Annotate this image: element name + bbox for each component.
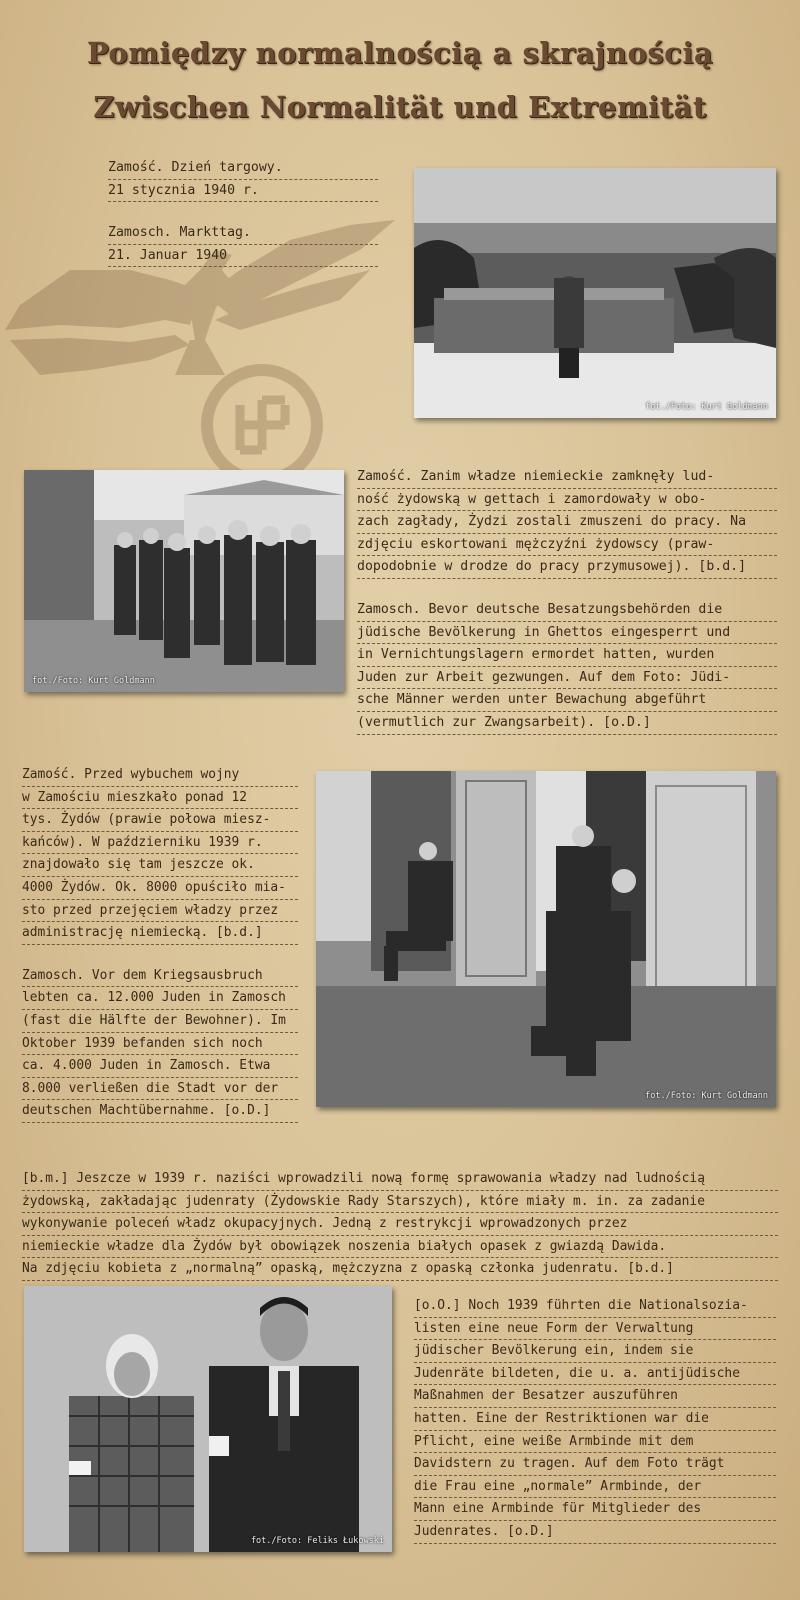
photo-credit: fot./Foto: Feliks Łukowski [250, 1536, 384, 1546]
text-line: niemieckie władze dla Żydów był obowiązek noszenia białych opasek z gwiazdą Dawida. [22, 1236, 778, 1259]
text-line: [b.m.] Jeszcze w 1939 r. naziści wprowadzili nową formę sprawowania władzy nad ludnością [22, 1168, 778, 1191]
caption-line: Zamość. Dzień targowy. [108, 157, 378, 180]
text-line: Zamość. Zanim władze niemieckie zamknęły lud- [357, 466, 777, 489]
text-line: sche Männer werden unter Bewachung abgeführt [357, 689, 777, 712]
section4-text-polish [22, 1168, 778, 1281]
text-line: zdjęciu eskortowani mężczyźni żydowscy (praw- [357, 534, 777, 557]
text-line: Zamosch. Vor dem Kriegsausbruch [22, 965, 298, 988]
caption-line: Zamosch. Markttag. [108, 222, 378, 245]
caption-line: 21 stycznia 1940 r. [108, 180, 378, 203]
text-line: Na zdjęciu kobieta z „normalną” opaską, mężczyzna z opaską członka judenratu. [b.d.] [22, 1258, 778, 1281]
text-line: dopodobnie w drodze do pracy przymusowej). [b.d.] [357, 556, 777, 579]
section4-text-german [414, 1295, 776, 1544]
text-line: jüdischer Bevölkerung ein, indem sie [414, 1340, 776, 1363]
text-line: Pflicht, eine weiße Armbinde mit dem [414, 1431, 776, 1454]
text-line: w Zamościu mieszkało ponad 12 [22, 787, 298, 810]
text-line: Maßnahmen der Besatzer auszuführen [414, 1385, 776, 1408]
text-line: listen eine neue Form der Verwaltung [414, 1318, 776, 1341]
section1-caption [108, 157, 378, 267]
escorted-men-photo [24, 470, 344, 692]
text-line: lebten ca. 12.000 Juden in Zamosch [22, 987, 298, 1010]
text-line: Zamosch. Bevor deutsche Besatzungsbehörden die [357, 599, 777, 622]
armband-portrait-photo [24, 1286, 392, 1552]
text-line: żydowską, zakładając judenraty (Żydowskie Rady Starszych), które miały m. in. za zadanie [22, 1191, 778, 1214]
text-line: kańców). W październiku 1939 r. [22, 832, 298, 855]
text-line: Oktober 1939 befanden sich noch [22, 1033, 298, 1056]
section3-text [22, 764, 298, 1123]
text-line: wykonywanie poleceń władz okupacyjnych. Jedną z restrykcji wprowadzonych przez [22, 1213, 778, 1236]
text-line: in Vernichtungslagern ermordet hatten, wurden [357, 644, 777, 667]
title-german: Zwischen Normalität und Extremität [93, 90, 707, 124]
text-line: zach zagłady, Żydzi zostali zmuszeni do pracy. Na [357, 511, 777, 534]
text-line: tys. Żydów (prawie połowa miesz- [22, 809, 298, 832]
text-line: Mann eine Armbinde für Mitglieder des [414, 1498, 776, 1521]
text-line: deutschen Machtübernahme. [o.D.] [22, 1100, 298, 1123]
text-line: jüdische Bevölkerung in Ghettos eingesperrt und [357, 622, 777, 645]
photo-credit: fot./Foto: Kurt Goldmann [32, 676, 155, 686]
text-line: sto przed przejęciem władzy przez [22, 900, 298, 923]
doorway-people-photo [316, 771, 776, 1107]
market-day-photo [414, 168, 776, 418]
text-line: administrację niemiecką. [b.d.] [22, 922, 298, 945]
text-line: ność żydowską w gettach i zamordowały w obo- [357, 489, 777, 512]
photo-credit: fot./Foto: Kurt Goldmann [645, 1091, 768, 1101]
text-line: Judenrates. [o.D.] [414, 1521, 776, 1544]
text-line: Zamość. Przed wybuchem wojny [22, 764, 298, 787]
text-line: hatten. Eine der Restriktionen war die [414, 1408, 776, 1431]
text-line: Davidstern zu tragen. Auf dem Foto trägt [414, 1453, 776, 1476]
text-line: 4000 Żydów. Ok. 8000 opuściło mia- [22, 877, 298, 900]
text-line: (fast die Hälfte der Bewohner). Im [22, 1010, 298, 1033]
text-line: ca. 4.000 Juden in Zamosch. Etwa [22, 1055, 298, 1078]
text-line: Juden zur Arbeit gezwungen. Auf dem Foto: Jüdi- [357, 667, 777, 690]
text-line: Judenräte bildeten, die u. a. antijüdische [414, 1363, 776, 1386]
text-line: znajdowało się tam jeszcze ok. [22, 854, 298, 877]
text-line: (vermutlich zur Zwangsarbeit). [o.D.] [357, 712, 777, 735]
caption-line: 21. Januar 1940 [108, 245, 378, 268]
photo-credit: fot./Foto: Kurt Goldmann [645, 402, 768, 412]
section2-text [357, 466, 777, 735]
text-line: 8.000 verließen die Stadt vor der [22, 1078, 298, 1101]
text-line: die Frau eine „normale” Armbinde, der [414, 1476, 776, 1499]
text-line: [o.O.] Noch 1939 führten die Nationalsozia- [414, 1295, 776, 1318]
title-polish: Pomiędzy normalnością a skrajnością [86, 36, 714, 70]
